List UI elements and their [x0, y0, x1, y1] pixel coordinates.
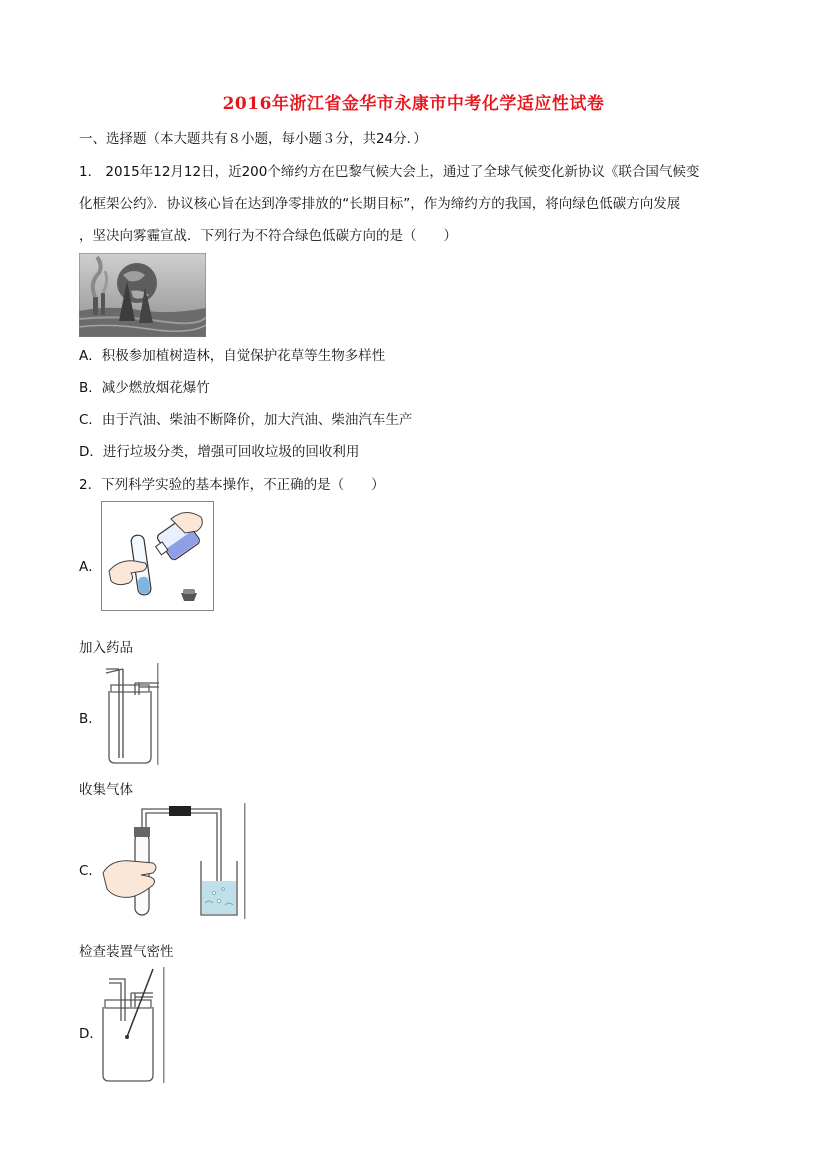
q2-option-b-letter: B． [79, 711, 102, 727]
q1-option-c: C．由于汽油、柴油不断降价，加大汽油、柴油汽车生产 [79, 412, 413, 428]
climate-illustration-image [79, 253, 206, 337]
q1-line-1: 1． 2015年12月12日，近200个缔约方在巴黎气候大会上，通过了全球气候变化新协议《联合国气候变 [79, 164, 700, 180]
q1-line-3: ，坚决向雾霾宣战．下列行为不符合绿色低碳方向的是（ ） [79, 228, 457, 244]
section-heading: 一、选择题（本大题共有８小题，每小题３分，共24分．） [79, 131, 427, 147]
q1-line-2: 化框架公约》．协议核心旨在达到净零排放的“长期目标”，作为缔约方的我国，将向绿色低碳方向发展 [79, 196, 681, 212]
adding-reagent-figure [101, 501, 214, 611]
q2-option-b-caption: 收集气体 [79, 782, 133, 798]
q2-stem: 2．下列科学实验的基本操作，不正确的是（ ） [79, 477, 385, 493]
q2-option-a-letter: A． [79, 559, 102, 575]
exam-title: 2016年浙江省金华市永康市中考化学适应性试卷 [222, 94, 605, 114]
q1-option-d: D．进行垃圾分类，增强可回收垃圾的回收利用 [79, 444, 360, 460]
airtightness-check-figure [101, 803, 246, 919]
q1-option-b: B．减少燃放烟花爆竹 [79, 380, 210, 396]
q2-option-c-caption: 检查装置气密性 [79, 944, 174, 960]
q1-option-a: A．积极参加植树造林，自觉保护花草等生物多样性 [79, 348, 386, 364]
q2-option-a-caption: 加入药品 [79, 640, 133, 656]
collect-gas-figure [101, 663, 159, 765]
q2-option-d-letter: D． [79, 1026, 103, 1042]
q2-option-c-letter: C． [79, 863, 102, 879]
gas-bottle-figure [101, 967, 165, 1083]
